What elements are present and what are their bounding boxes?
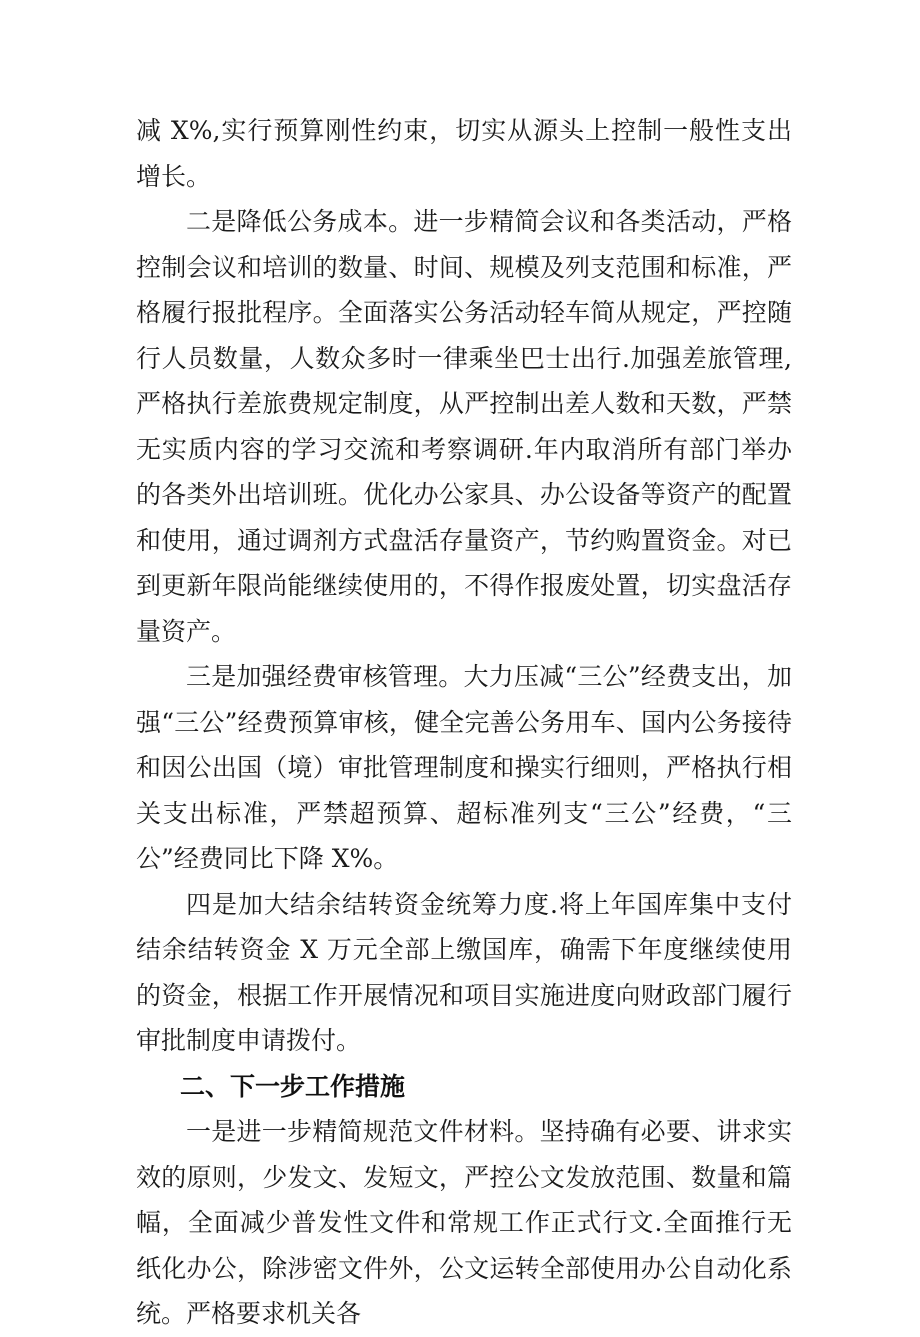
paragraph-streamline-documents: 一是进一步精简规范文件材料。坚持确有必要、讲求实效的原则，少发文、发短文，严控公文发放范围、数量和篇幅，全面减少普发性文件和常规工作正式行文.全面推行无纸化办公，除涉密文件外，公文运转全部使用办公自动化系统。严格要求机关各 xyxy=(136,1117,792,1328)
paragraph-expense-review: 三是加强经费审核管理。大力压减“三公”经费支出，加强“三公”经费预算审核，健全完善公务用车、国内公务接待和因公出国（境）审批管理制度和操实行细则，严格执行相关支出标准，严禁超预算、超标准列支“三公”经费，“三公”经费同比下降 X%。 xyxy=(136,662,792,873)
paragraph-reduce-official-costs: 二是降低公务成本。进一步精简会议和各类活动，严格控制会议和培训的数量、时间、规模及列支范围和标准，严格履行报批程序。全面落实公务活动轻车简从规定，严控随行人员数量，人数众多时一律乘坐巴士出行.加强差旅管理,严格执行差旅费规定制度，从严控制出差人数和天数，严禁无实质内容的学习交流和考察调研.年内取消所有部门举办的各类外出培训班。优化办公家具、办公设备等资产的配置和使用，通过调剂方式盘活存量资产，节约购置资金。对已到更新年限尚能继续使用的，不得作报废处置，切实盘活存量资产。 xyxy=(136,207,792,646)
section-heading-next-steps: 二、下一步工作措施 xyxy=(180,1071,406,1101)
paragraph-surplus-funds: 四是加大结余结转资金统筹力度.将上年国库集中支付结余结转资金 X 万元全部上缴国库，确需下年度继续使用的资金，根据工作开展情况和项目实施进度向财政部门履行审批制度申请拨付。 xyxy=(136,889,792,1055)
paragraph-continuation: 减 X%,实行预算刚性约束，切实从源头上控制一般性支出增长。 xyxy=(136,116,792,191)
document-body xyxy=(136,108,792,1337)
